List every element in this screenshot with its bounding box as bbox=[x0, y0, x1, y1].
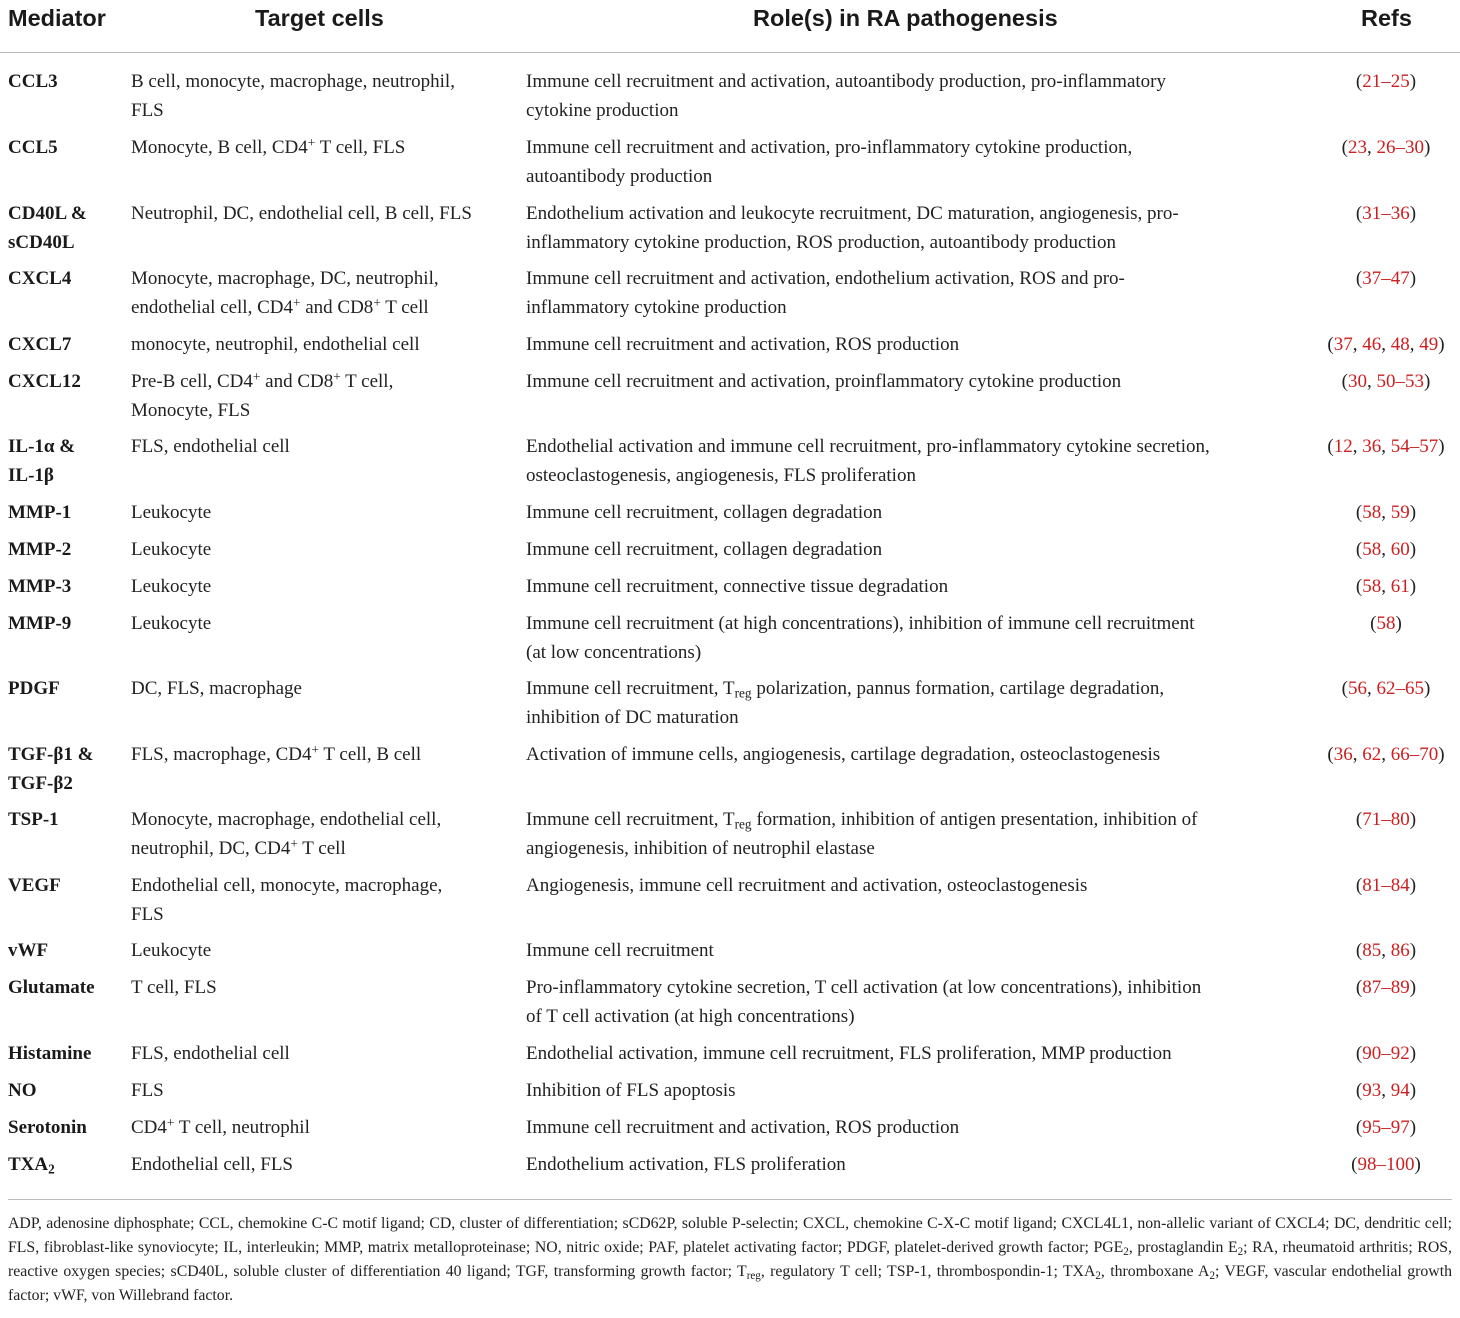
target-cells-cell-line: T cell, FLS bbox=[131, 977, 217, 998]
target-cells-cell bbox=[131, 741, 516, 770]
role-cell bbox=[526, 536, 1306, 565]
role-cell bbox=[526, 872, 1306, 901]
mediator-cell-line: $TXA_2$ bbox=[8, 1154, 55, 1177]
ref-link[interactable]: 54–57 bbox=[1390, 436, 1439, 457]
target-cells-cell-line: Leukocyte bbox=[131, 502, 212, 523]
role-cell bbox=[526, 1040, 1306, 1069]
ref-link[interactable]: 93 bbox=[1362, 1080, 1382, 1101]
mediator-cell bbox=[8, 499, 123, 528]
target-cells-cell bbox=[131, 1040, 516, 1069]
role-cell bbox=[526, 1114, 1306, 1143]
target-cells-cell bbox=[131, 573, 516, 602]
ref-link[interactable]: 95–97 bbox=[1362, 1117, 1410, 1138]
ref-link[interactable]: 36 bbox=[1333, 744, 1353, 765]
target-cells-cell-line: FLS bbox=[131, 903, 164, 925]
ref-link[interactable]: 62–65 bbox=[1376, 678, 1424, 699]
mediator-cell-line: CD40L & bbox=[8, 203, 87, 224]
refs-cell: (85, 86) bbox=[1355, 940, 1417, 961]
mediator-cell bbox=[8, 806, 123, 835]
mediator-cell bbox=[8, 573, 123, 602]
target-cells-cell bbox=[131, 200, 516, 229]
mediator-cell-line: MMP-1 bbox=[8, 502, 72, 523]
target-cells-cell bbox=[131, 872, 516, 929]
role-cell bbox=[526, 200, 1306, 257]
role-cell-line: inflammatory cytokine production bbox=[526, 296, 787, 318]
target-cells-cell-line: FLS, macrophage, CD4+ T cell, B cell bbox=[131, 742, 422, 765]
target-cells-cell-line: Leukocyte bbox=[131, 576, 212, 597]
mediator-cell bbox=[8, 134, 123, 163]
role-cell-line: Immune cell recruitment and activation, autoantibody production, pro-inflammatory bbox=[526, 71, 1166, 92]
ref-link[interactable]: 23 bbox=[1348, 137, 1367, 158]
role-cell-line: Endothelial activation, immune cell recruitment, FLS proliferation, MMP production bbox=[526, 1043, 1172, 1064]
role-cell bbox=[526, 937, 1306, 966]
header-target-cells: Target cells bbox=[255, 5, 384, 31]
role-cell-line: Immune cell recruitment, $T_{reg}$ polarization, pannus formation, cartilage degradation, bbox=[526, 678, 1165, 701]
role-cell-line: (at low concentrations) bbox=[526, 641, 702, 663]
ref-link[interactable]: 60 bbox=[1390, 539, 1410, 560]
role-cell-line: Immune cell recruitment, connective tissue degradation bbox=[526, 576, 949, 597]
role-cell-line: osteoclastogenesis, angiogenesis, FLS proliferation bbox=[526, 464, 916, 486]
mediator-cell bbox=[8, 433, 123, 490]
mediator-cell-line: CCL5 bbox=[8, 137, 58, 158]
header-roles: Role(s) in RA pathogenesis bbox=[753, 5, 1058, 31]
mediator-cell-line: CXCL7 bbox=[8, 334, 72, 355]
mediator-cell-line: CXCL12 bbox=[8, 371, 81, 392]
role-cell-line: inflammatory cytokine production, ROS production, autoantibody production bbox=[526, 231, 1116, 253]
refs-cell: (21–25) bbox=[1355, 71, 1417, 92]
ref-link[interactable]: 59 bbox=[1390, 502, 1410, 523]
mediator-cell-line: MMP-2 bbox=[8, 539, 72, 560]
target-cells-cell-line: Leukocyte bbox=[131, 613, 212, 634]
target-cells-cell bbox=[131, 536, 516, 565]
ref-link[interactable]: 26–30 bbox=[1376, 137, 1424, 158]
target-cells-cell bbox=[131, 1077, 516, 1106]
role-cell bbox=[526, 331, 1306, 360]
target-cells-cell bbox=[131, 1114, 516, 1143]
mediator-cell-line: MMP-9 bbox=[8, 613, 72, 634]
mediator-cell-line: TSP-1 bbox=[8, 809, 59, 830]
ref-link[interactable]: 49 bbox=[1419, 334, 1439, 355]
mediator-cell-line: PDGF bbox=[8, 678, 60, 699]
refs-cell: (30, 50–53) bbox=[1341, 371, 1431, 392]
target-cells-cell bbox=[131, 265, 516, 322]
role-cell bbox=[526, 134, 1306, 191]
mediator-cell bbox=[8, 675, 123, 704]
role-cell-line: Immune cell recruitment (at high concentrations), inhibition of immune cell recruitment bbox=[526, 613, 1195, 634]
role-cell bbox=[526, 68, 1306, 125]
target-cells-cell bbox=[131, 675, 516, 704]
ref-link[interactable]: 94 bbox=[1390, 1080, 1410, 1101]
mediator-cell-line: Serotonin bbox=[8, 1117, 87, 1138]
mediator-cell bbox=[8, 265, 123, 294]
ref-link[interactable]: 85 bbox=[1362, 940, 1382, 961]
mediator-cell bbox=[8, 610, 123, 639]
refs-cell: (58, 60) bbox=[1355, 539, 1417, 560]
role-cell bbox=[526, 675, 1306, 732]
role-cell-line: Endothelium activation and leukocyte recruitment, DC maturation, angiogenesis, pro- bbox=[526, 203, 1179, 224]
role-cell-line: Immune cell recruitment and activation, endothelium activation, ROS and pro- bbox=[526, 268, 1125, 289]
mediator-cell bbox=[8, 536, 123, 565]
role-cell-line: Endothelium activation, FLS proliferation bbox=[526, 1154, 846, 1175]
role-cell bbox=[526, 610, 1306, 667]
target-cells-cell-line: Monocyte, macrophage, endothelial cell, bbox=[131, 809, 442, 830]
target-cells-cell-line: FLS, endothelial cell bbox=[131, 1043, 290, 1064]
role-cell bbox=[526, 573, 1306, 602]
target-cells-cell bbox=[131, 974, 516, 1003]
mediator-cell-line: TGF-β2 bbox=[8, 772, 73, 794]
ref-link[interactable]: 86 bbox=[1390, 940, 1410, 961]
target-cells-cell-line: Monocyte, B cell, CD4+ T cell, FLS bbox=[131, 135, 406, 158]
role-cell bbox=[526, 368, 1306, 397]
mediator-cell bbox=[8, 937, 123, 966]
ref-link[interactable]: 87–89 bbox=[1362, 977, 1410, 998]
role-cell-line: Inhibition of FLS apoptosis bbox=[526, 1080, 736, 1101]
mediator-cell-line: NO bbox=[8, 1080, 37, 1101]
mediator-cell-line: sCD40L bbox=[8, 231, 75, 253]
target-cells-cell-line: Leukocyte bbox=[131, 940, 212, 961]
table-footer-rule bbox=[8, 1199, 1452, 1200]
ref-link[interactable]: 12 bbox=[1333, 436, 1353, 457]
ref-link[interactable]: 81–84 bbox=[1362, 875, 1410, 896]
role-cell-line: Activation of immune cells, angiogenesis, cartilage degradation, osteoclastogenesis bbox=[526, 744, 1161, 765]
refs-cell: (98–100) bbox=[1351, 1154, 1421, 1175]
role-cell-line: Immune cell recruitment, collagen degradation bbox=[526, 502, 883, 523]
target-cells-cell-line: Endothelial cell, monocyte, macrophage, bbox=[131, 875, 443, 896]
role-cell-line: of T cell activation (at high concentrations) bbox=[526, 1005, 855, 1027]
mediator-cell-line: Histamine bbox=[8, 1043, 92, 1064]
ref-link[interactable]: 58 bbox=[1362, 502, 1382, 523]
role-cell-line: Immune cell recruitment and activation, pro-inflammatory cytokine production, bbox=[526, 137, 1133, 158]
ref-link[interactable]: 56 bbox=[1348, 678, 1367, 699]
target-cells-cell bbox=[131, 806, 516, 863]
refs-cell: (31–36) bbox=[1355, 203, 1417, 224]
ref-link[interactable]: 90–92 bbox=[1362, 1043, 1410, 1064]
refs-cell: (71–80) bbox=[1355, 809, 1417, 830]
table-footnote: ADP, adenosine diphosphate; CCL, chemokine C-C motif ligand; CD, cluster of differentiation; sCD62P, soluble P-selectin; CXCL, chemokine C-X-C motif ligand; CXCL4L1, non-allelic variant of CXCL4; DC, dendritic cell; FLS, fibroblast-like synoviocyte; IL, interleukin; MMP, matrix metalloproteinase; NO, nitric oxide; PAF, platelet activating factor; PDGF, platelet-derived growth factor; $PGE_2$, prostaglandin $E_2$; RA, rheumatoid arthritis; ROS, reactive oxygen species; sCD40L, soluble cluster of differentiation 40 ligand; TGF, transforming growth factor; $T_{reg}$, regulatory T cell; TSP-1, thrombospondin-1; $TXA_2$, thromboxane $A_2$; VEGF, vascular endothelial growth factor; vWF, von Willebrand factor. bbox=[8, 1215, 1453, 1304]
mediator-cell bbox=[8, 200, 123, 257]
target-cells-cell bbox=[131, 499, 516, 528]
ref-link[interactable]: 37–47 bbox=[1362, 268, 1410, 289]
role-cell-line: Immune cell recruitment, $T_{reg}$ formation, inhibition of antigen presentation, inhibition of bbox=[526, 809, 1198, 832]
refs-cell: (23, 26–30) bbox=[1341, 137, 1431, 158]
mediator-cell bbox=[8, 974, 123, 1003]
role-cell-line: Angiogenesis, immune cell recruitment and activation, osteoclastogenesis bbox=[526, 875, 1088, 896]
mediator-cell-line: IL-1α & bbox=[8, 436, 76, 457]
mediator-cell-line: IL-1β bbox=[8, 464, 54, 486]
mediator-cell bbox=[8, 331, 123, 360]
header-mediator: Mediator bbox=[8, 5, 106, 31]
refs-cell: (90–92) bbox=[1355, 1043, 1417, 1064]
ref-link[interactable]: 31–36 bbox=[1362, 203, 1410, 224]
mediator-cell bbox=[8, 368, 123, 397]
refs-cell: (58, 61) bbox=[1355, 576, 1417, 597]
target-cells-cell-line: FLS bbox=[131, 99, 164, 121]
refs-cell: (81–84) bbox=[1355, 875, 1417, 896]
role-cell-line: Immune cell recruitment bbox=[526, 940, 714, 961]
target-cells-cell-line: Monocyte, macrophage, DC, neutrophil, bbox=[131, 268, 439, 289]
target-cells-cell-line: Leukocyte bbox=[131, 539, 212, 560]
refs-cell: (95–97) bbox=[1355, 1117, 1417, 1138]
target-cells-cell bbox=[131, 610, 516, 639]
mediator-cell-line: MMP-3 bbox=[8, 576, 72, 597]
role-cell-line: cytokine production bbox=[526, 99, 679, 121]
ref-link[interactable]: 21–25 bbox=[1362, 71, 1410, 92]
role-cell bbox=[526, 1151, 1306, 1180]
mediator-cell bbox=[8, 68, 123, 97]
role-cell bbox=[526, 265, 1306, 322]
mediator-cell bbox=[8, 1114, 123, 1143]
target-cells-cell-line: endothelial cell, CD4+ and CD8+ T cell bbox=[131, 294, 429, 318]
ref-link[interactable]: 58 bbox=[1376, 613, 1396, 634]
target-cells-cell-line: Pre-B cell, CD4+ and CD8+ T cell, bbox=[131, 369, 394, 392]
target-cells-cell bbox=[131, 331, 516, 360]
target-cells-cell-line: Monocyte, FLS bbox=[131, 399, 251, 421]
target-cells-cell-line: DC, FLS, macrophage bbox=[131, 678, 302, 699]
ref-link[interactable]: 37 bbox=[1333, 334, 1353, 355]
role-cell-line: Immune cell recruitment and activation, ROS production bbox=[526, 1117, 960, 1138]
role-cell-line: Immune cell recruitment, collagen degradation bbox=[526, 539, 883, 560]
refs-cell: (58, 59) bbox=[1355, 502, 1417, 523]
role-cell-line: Immune cell recruitment and activation, proinflammatory cytokine production bbox=[526, 371, 1122, 392]
refs-cell: (93, 94) bbox=[1355, 1080, 1417, 1101]
target-cells-cell-line: CD4+ T cell, neutrophil bbox=[131, 1115, 310, 1138]
role-cell bbox=[526, 1077, 1306, 1106]
role-cell bbox=[526, 806, 1306, 863]
target-cells-cell-line: Endothelial cell, FLS bbox=[131, 1154, 294, 1175]
target-cells-cell bbox=[131, 134, 516, 163]
role-cell-line: Pro-inflammatory cytokine secretion, T cell activation (at low concentrations), inhibition bbox=[526, 977, 1202, 998]
target-cells-cell-line: FLS bbox=[131, 1080, 164, 1101]
refs-cell: (37, 46, 48, 49) bbox=[1327, 334, 1445, 355]
role-cell bbox=[526, 974, 1306, 1031]
ref-link[interactable]: 36 bbox=[1362, 436, 1382, 457]
refs-cell: (36, 62, 66–70) bbox=[1327, 744, 1445, 765]
mediator-cell bbox=[8, 1040, 123, 1069]
header-refs: Refs bbox=[1361, 5, 1412, 31]
role-cell-line: Immune cell recruitment and activation, ROS production bbox=[526, 334, 960, 355]
role-cell bbox=[526, 741, 1306, 770]
ref-link[interactable]: 48 bbox=[1390, 334, 1410, 355]
role-cell bbox=[526, 433, 1306, 490]
mediator-cell-line: TGF-β1 & bbox=[8, 744, 94, 765]
ref-link[interactable]: 71–80 bbox=[1362, 809, 1410, 830]
mediator-cell-line: CXCL4 bbox=[8, 268, 72, 289]
target-cells-cell bbox=[131, 433, 516, 462]
target-cells-cell-line: B cell, monocyte, macrophage, neutrophil, bbox=[131, 71, 455, 92]
target-cells-cell-line: neutrophil, DC, CD4+ T cell bbox=[131, 835, 346, 859]
target-cells-cell bbox=[131, 68, 516, 125]
mediator-cell-line: VEGF bbox=[8, 875, 61, 896]
role-cell-line: autoantibody production bbox=[526, 165, 713, 187]
refs-cell: (87–89) bbox=[1355, 977, 1417, 998]
target-cells-cell-line: monocyte, neutrophil, endothelial cell bbox=[131, 334, 420, 355]
refs-cell: (58) bbox=[1370, 613, 1402, 634]
ref-link[interactable]: 50–53 bbox=[1376, 371, 1424, 392]
role-cell-line: angiogenesis, inhibition of neutrophil elastase bbox=[526, 837, 875, 859]
target-cells-cell bbox=[131, 937, 516, 966]
mediator-cell bbox=[8, 872, 123, 901]
refs-cell: (37–47) bbox=[1355, 268, 1417, 289]
ref-link[interactable]: 66–70 bbox=[1390, 744, 1439, 765]
mediator-cell-line: CCL3 bbox=[8, 71, 58, 92]
mediator-cell bbox=[8, 1151, 123, 1180]
role-cell bbox=[526, 499, 1306, 528]
mediator-cell-line: Glutamate bbox=[8, 977, 95, 998]
role-cell-line: Endothelial activation and immune cell recruitment, pro-inflammatory cytokine secretion, bbox=[526, 436, 1210, 457]
mediator-cell bbox=[8, 741, 123, 798]
ref-link[interactable]: 62 bbox=[1362, 744, 1382, 765]
refs-cell: (12, 36, 54–57) bbox=[1327, 436, 1445, 457]
ref-link[interactable]: 46 bbox=[1362, 334, 1382, 355]
target-cells-cell bbox=[131, 1151, 516, 1180]
target-cells-cell-line: Neutrophil, DC, endothelial cell, B cell, FLS bbox=[131, 203, 472, 224]
role-cell-line: inhibition of DC maturation bbox=[526, 706, 739, 728]
ref-link[interactable]: 58 bbox=[1362, 576, 1382, 597]
mediator-cell-line: vWF bbox=[8, 940, 49, 961]
ref-link[interactable]: 98–100 bbox=[1357, 1154, 1415, 1175]
ref-link[interactable]: 58 bbox=[1362, 539, 1382, 560]
ref-link[interactable]: 61 bbox=[1390, 576, 1410, 597]
target-cells-cell bbox=[131, 368, 516, 425]
target-cells-cell-line: FLS, endothelial cell bbox=[131, 436, 290, 457]
refs-cell: (56, 62–65) bbox=[1341, 678, 1431, 699]
mediator-cell bbox=[8, 1077, 123, 1106]
ref-link[interactable]: 30 bbox=[1348, 371, 1367, 392]
